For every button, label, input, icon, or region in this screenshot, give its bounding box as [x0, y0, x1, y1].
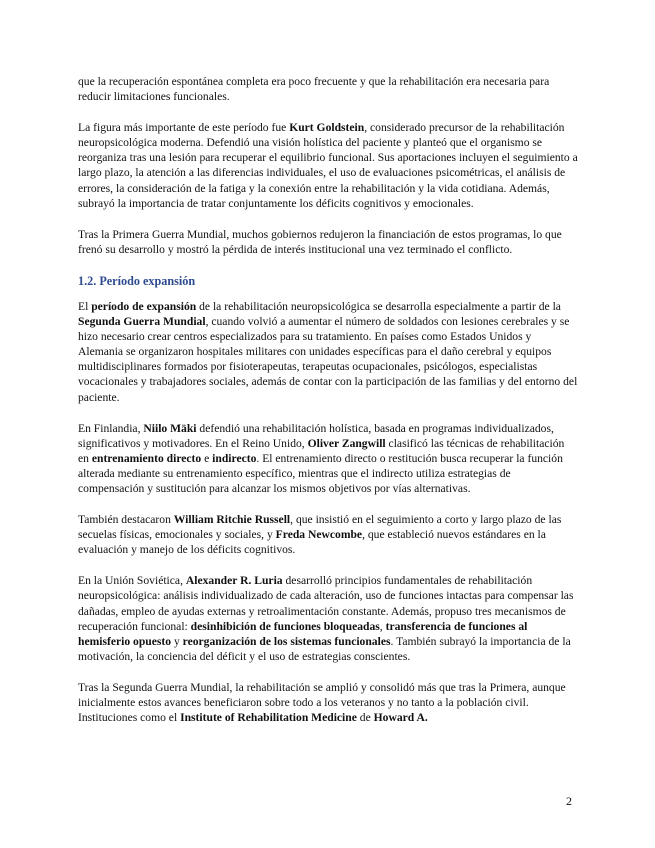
paragraph-finland-uk: En Finlandia, Niilo Mäki defendió una rehabilitación holística, basada en programas individualizados, significativos y motivadores. En el Reino Unido, Oliver Zangwill clasificó las técnicas de rehabilitación en entrenamiento directo e indirecto. El entrenamiento directo o restitución busca recuperar la función alterada mediante su entrenamiento específico, mientras que el indirecto utiliza estrategias de compensación y sustitución para alcanzar los mismos objetivos por vías alternativas. [78, 421, 565, 495]
paragraph-expansion: El período de expansión de la rehabilitación neuropsicológica se desarrolla especialmente a partir de la Segunda Guerra Mundial, cuando volvió a aumentar el número de soldados con lesiones cerebrales y se hizo necesario crear centros especializados para su tratamiento. En países como Estados Unidos y Alemania se organizaron hospitales militares con unidades específicas para el daño cerebral y equipos multidisciplinares formados por fisioterapeutas, terapeutas ocupacionales, psicólogos, especialistas vocacionales y trabajadores sociales, además de contar con la participación de las familias y del entorno del paciente. [78, 299, 578, 404]
paragraph-1: que la recuperación espontánea completa era poco frecuente y que la rehabilitación era necesaria para reducir limitaciones funcionales. [78, 75, 550, 104]
paragraph-post-ww1: Tras la Primera Guerra Mundial, muchos gobiernos redujeron la financiación de estos programas, lo que frenó su desarrollo y mostró la pérdida de interés institucional una vez terminado el conflicto. [78, 227, 562, 256]
paragraph-post-ww2: Tras la Segunda Guerra Mundial, la rehabilitación se amplió y consolidó más que tras la Primera, aunque inicialmente estos avances beneficiaron sobre todo a los veteranos y no tanto a la población civil. Instituciones como el Institute of Rehabilitation Medicine de Howard A. [78, 680, 566, 725]
paragraph-russell-newcombe: También destacaron William Ritchie Russell, que insistió en el seguimiento a corto y largo plazo de las secuelas físicas, emocionales y sociales, y Freda Newcombe, que estableció nuevos estándares en la evaluación y manejo de los déficits cognitivos. [78, 513, 562, 557]
name-kurt-goldstein: Kurt Goldstein [289, 121, 365, 135]
paragraph-goldstein: La figura más importante de este período fue Kurt Goldstein, considerado precursor de la rehabilitación neuropsicológica moderna. Defendió una visión holística del paciente y planteó que el organismo se reorganiza tras una lesión para recuperar el equilibrio funcional. Sus aportaciones incluyen el seguimiento a largo plazo, la atención a las diferencias individuales, el uso de evaluaciones psicométricas, el análisis de errores, la consideración de la fatiga y la conexión entre la rehabilitación y la vida cotidiana. Además, subrayó la importancia de tratar conjuntamente los déficits cognitivos y emocionales. [78, 121, 578, 210]
document-page [78, 74, 578, 741]
paragraph-luria: En la Unión Soviética, Alexander R. Luria desarrolló principios fundamentales de rehabilitación neuropsicológica: análisis individualizado de cada alteración, uso de funciones intactas para compensar las dañadas, empleo de ayudas externas y retroalimentación constante. Además, propuso tres mecanismos de recuperación funcional: desinhibición de funciones bloqueadas, transferencia de funciones al hemisferio opuesto y reorganización de los sistemas funcionales. También subrayó la importancia de la motivación, la conciencia del déficit y el uso de estrategias conscientes. [78, 574, 574, 663]
section-heading: 1.2. Período expansión [78, 273, 196, 288]
page-number: 2 [566, 794, 572, 808]
